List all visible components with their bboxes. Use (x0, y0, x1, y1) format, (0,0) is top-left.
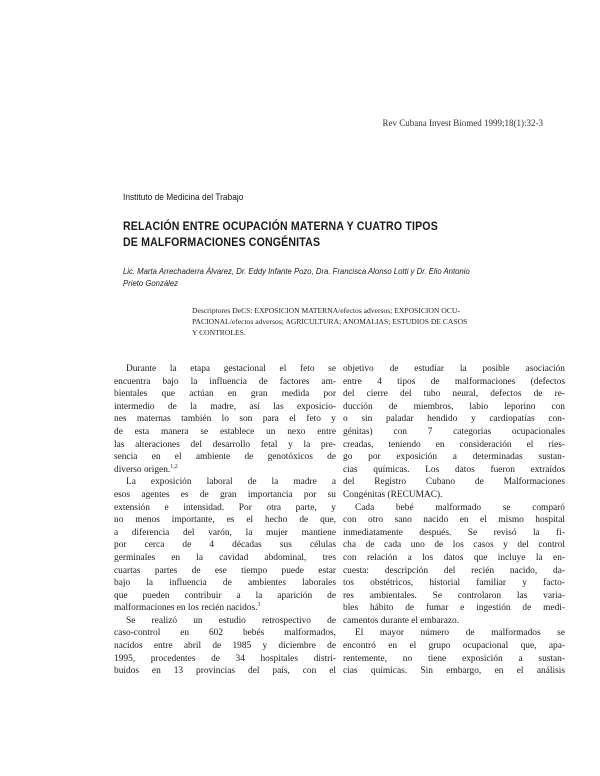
text-line: por cerca de 4 décadas sus células (114, 540, 336, 551)
text-line: res ambientales. Se controlaron las varia- (343, 590, 565, 601)
text-line: cuartas partes de ese tiempo puede estar (114, 565, 336, 576)
text-line: El mayor número de malformados se (355, 628, 565, 639)
text-line: germinales en la cavidad abdominal, tres (114, 552, 336, 563)
text-line: Cada bebé malformado se comparó (355, 502, 565, 513)
text-line: caso-control en 602 bebés malformados, (114, 628, 336, 639)
text-line: de esta manera se establece un nexo entre (114, 426, 336, 437)
descriptors (192, 305, 482, 338)
text-line: extensión e intensidad. Por otra parte, y (114, 502, 336, 513)
text-line: génitas) con 7 categorías ocupacionales (343, 426, 565, 437)
text-line: tos obstétricos, historial familiar y facto- (343, 578, 565, 589)
text-line: cuesta: descripción del recién nacido, da- (343, 565, 565, 576)
citation-superscript: 1,2 (170, 463, 178, 470)
text-line: intermedio de la madre, así las exposicio- (114, 401, 336, 412)
journal-citation: Rev Cubana Invest Biomed 1999;18(1):32-3 (382, 118, 543, 128)
text-line: cha de cada uno de los casos y del control (343, 540, 565, 551)
authors-line: Prieto González (123, 277, 179, 288)
text-line: con relación a los datos que incluye la en- (343, 552, 565, 563)
descriptors-line: Descriptores DeCS: EXPOSICION MATERNA/efectos adversos; EXPOSICION OCU- (192, 306, 460, 315)
text-line: nes maternas también lo son para el feto y (114, 414, 336, 425)
text-line: encontró en el grupo ocupacional que, apa- (343, 641, 565, 652)
text-line: bles hábito de fumar e ingestión de medi- (343, 603, 565, 614)
text-line: cias químicas. Sin embargo, en el análisis (343, 666, 565, 677)
text-span: diverso origen. (114, 464, 171, 475)
descriptors-line: Y CONTROLES. (192, 328, 246, 337)
text-line: esos agentes es de gran importancia por su (114, 489, 336, 500)
text-line: bientales que actúan en gran medida por (114, 389, 336, 400)
text-line: con otro sano nacido en el mismo hospital (343, 515, 565, 526)
text-line: nacidos entre abril de 1985 y diciembre de (114, 641, 336, 652)
text-line: o sin paladar hendido y cardiopatías con- (343, 414, 565, 425)
text-line: las alteraciones del desarrollo fetal y la pre- (114, 439, 336, 450)
text-span: malformaciones en los recién nacidos. (114, 603, 258, 614)
text-line: rentemente, no tiene exposición a sustan- (343, 653, 565, 664)
text-line: buidos en 13 provincias del país, con el (114, 666, 336, 677)
authors-line: Lic. Marta Arrechaderra Álvarez, Dr. Eddy Infante Pozo, Dra. Francisca Alonso Lotti y Dr. Elio Antonio (123, 266, 470, 276)
text-line: Congénitas (RECUMAC). (343, 489, 443, 500)
article-title (123, 218, 483, 250)
text-line: sencia en el ambiente de genotóxicos de (114, 452, 336, 463)
descriptors-line: PACIONAL/efectos adversos; AGRICULTURA; ANOMALIAS; ESTUDIOS DE CASOS (192, 317, 468, 326)
text-line: Se realizó un estudio retrospectivo de (126, 615, 336, 626)
citation-superscript: 3 (257, 602, 261, 609)
title-line: DE MALFORMACIONES CONGÉNITAS (123, 235, 321, 249)
text-line: camentos durante el embarazo. (343, 615, 460, 626)
text-line: del cierre del tubo neural, defectos de re- (343, 389, 565, 400)
text-line: inmediatamente después. Se revisó la fi- (343, 527, 565, 538)
text-line: cias químicas. Los datos fueron extraídos (343, 464, 565, 475)
text-line: creadas, teniendo en consideración el ries- (343, 439, 565, 450)
text-line: 1995, procedentes de 34 hospitales distri- (114, 653, 336, 664)
text-line: La exposición laboral de la madre a (126, 477, 336, 488)
text-line: go por exposición a determinadas sustan- (343, 452, 565, 463)
text-line: entre 4 tipos de malformaciones (defectos (343, 376, 565, 387)
text-line: que pueden contribuir a la aparición de (114, 590, 336, 601)
title-line: RELACIÓN ENTRE OCUPACIÓN MATERNA Y CUATRO TIPOS (123, 219, 438, 233)
text-line: objetivo de estudiar la posible asociación (343, 364, 565, 374)
text-line: encuentra bajo la influencia de factores am- (114, 376, 336, 387)
text-line: Durante la etapa gestacional el feto se (126, 364, 336, 374)
institute-name: Instituto de Medicina del Trabajo (123, 192, 244, 203)
text-line: ducción de miembros, labio leporino con (343, 401, 565, 412)
body-column-left (114, 363, 336, 678)
body-column-right (343, 363, 565, 678)
text-line (114, 602, 336, 615)
text-line (114, 464, 336, 477)
text-line: del Registro Cubano de Malformaciones (343, 477, 565, 488)
text-line: bajo la influencia de ambientes laborales (114, 578, 336, 589)
text-line: no menos importante, es el hecho de que, (114, 515, 336, 526)
authors (123, 266, 563, 289)
text-line: a diferencia del varón, la mujer mantiene (114, 527, 336, 538)
